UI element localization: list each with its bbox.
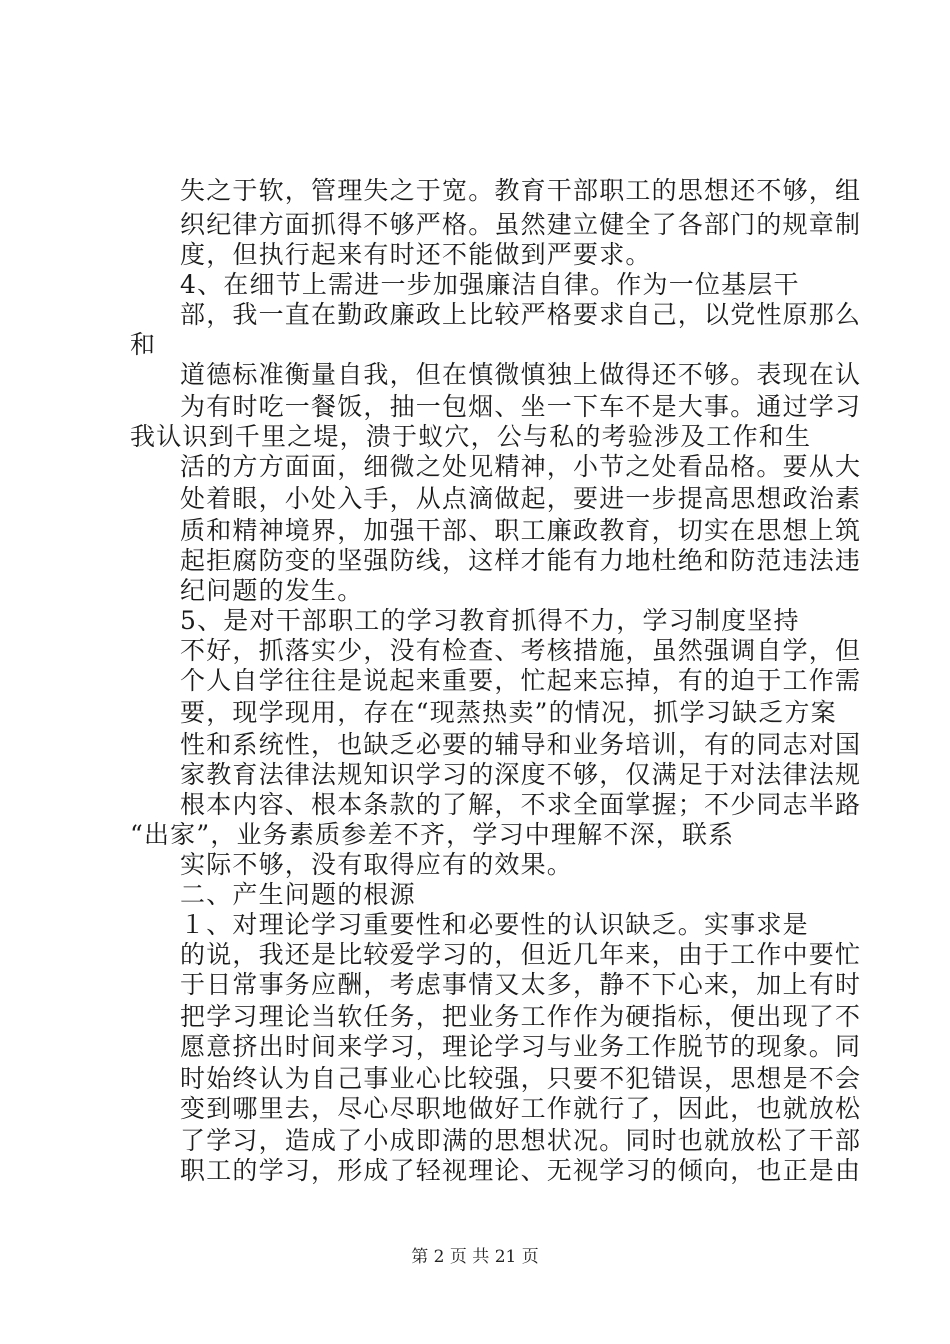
text-line: 为有时吃一餐饭，抽一包烟、坐一下车不是大事。通过学习	[180, 392, 862, 421]
text-line: 根本内容、根本条款的了解，不求全面掌握；不少同志半路	[180, 790, 862, 819]
text-line: 职工的学习，形成了轻视理论、无视学习的倾向，也正是由	[180, 1156, 862, 1185]
text-line: 部，我一直在勤政廉政上比较严格要求自己，以党性原那么	[180, 300, 862, 329]
text-line: 的说，我还是比较爱学习的，但近几年来，由于工作中要忙	[180, 940, 862, 969]
text-line: 5、是对干部职工的学习教育抓得不力，学习制度坚持	[180, 606, 800, 635]
text-line: 织纪律方面抓得不够严格。虽然建立健全了各部门的规章制	[180, 210, 862, 239]
text-line: 失之于软，管理失之于宽。教育干部职工的思想还不够，组	[180, 176, 862, 205]
text-line: 时始终认为自己事业心比较强，只要不犯错误，思想是不会	[180, 1064, 862, 1093]
text-line: 家教育法律法规知识学习的深度不够，仅满足于对法律法规	[180, 760, 862, 789]
text-line: “出家”，业务素质参差不齐，学习中理解不深，联系	[130, 820, 735, 849]
text-line: 处着眼，小处入手，从点滴做起，要进一步提高思想政治素	[180, 484, 862, 513]
text-line: 度，但执行起来有时还不能做到严要求。	[180, 240, 652, 269]
text-line: 性和系统性，也缺乏必要的辅导和业务培训，有的同志对国	[180, 730, 862, 759]
text-line: 把学习理论当软任务，把业务工作作为硬指标，便出现了不	[180, 1002, 862, 1031]
text-line: １、对理论学习重要性和必要性的认识缺乏。实事求是	[180, 910, 809, 939]
text-line: 道德标准衡量自我，但在慎微慎独上做得还不够。表现在认	[180, 360, 862, 389]
text-line: 于日常事务应酬，考虑事情又太多，静不下心来，加上有时	[180, 970, 862, 999]
text-line: 4、在细节上需进一步加强廉洁自律。作为一位基层干	[180, 270, 800, 299]
text-line: 和	[130, 330, 157, 359]
text-line: 个人自学往往是说起来重要，忙起来忘掉，有的迫于工作需	[180, 666, 862, 695]
text-line: 起拒腐防变的坚强防线，这样才能有力地杜绝和防范违法违	[180, 546, 862, 575]
text-line: 活的方方面面，细微之处见精神，小节之处看品格。要从大	[180, 452, 862, 481]
page-number-footer: 第 2 页 共 21 页	[411, 1247, 539, 1267]
text-line: 我认识到千里之堤，溃于蚁穴，公与私的考验涉及工作和生	[130, 422, 812, 451]
text-line: 变到哪里去，尽心尽职地做好工作就行了，因此，也就放松	[180, 1094, 862, 1123]
text-line: 了学习，造成了小成即满的思想状况。同时也就放松了干部	[180, 1126, 862, 1155]
text-line: 不好，抓落实少，没有检查、考核措施，虽然强调自学，但	[180, 636, 862, 665]
text-line: 愿意挤出时间来学习，理论学习与业务工作脱节的现象。同	[180, 1032, 862, 1061]
section-heading: 二、产生问题的根源	[180, 880, 416, 909]
text-line: 质和精神境界，加强干部、职工廉政教育，切实在思想上筑	[180, 516, 862, 545]
text-line: 实际不够，没有取得应有的效果。	[180, 850, 574, 879]
text-line: 要，现学现用，存在“现蒸热卖”的情况，抓学习缺乏方案	[180, 698, 837, 727]
text-line: 纪问题的发生。	[180, 576, 364, 605]
